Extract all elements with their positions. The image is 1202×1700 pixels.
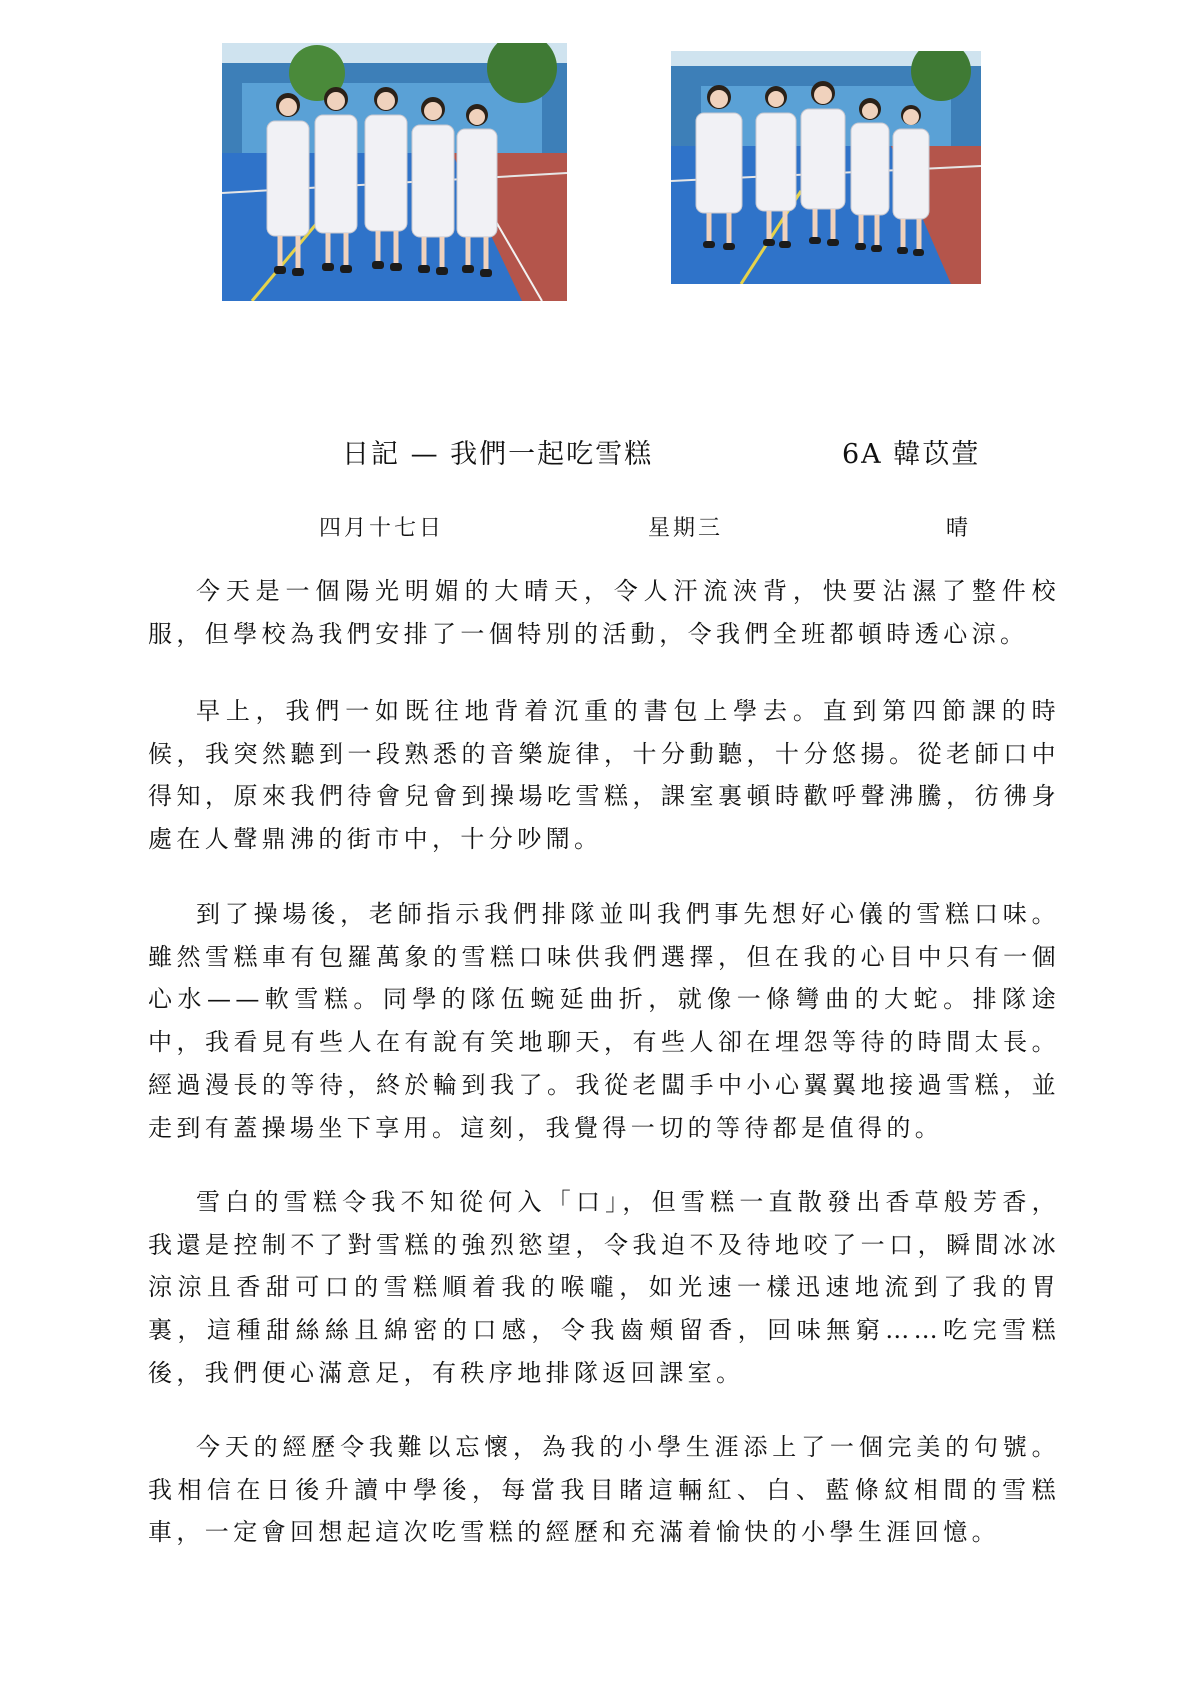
photo-2-image xyxy=(671,51,981,284)
author-name: 6A 韓苡萱 xyxy=(842,439,981,470)
paragraph: 雪白的雪糕令我不知從何入「口」，但雪糕一直散發出香草般芳香，我還是控制不了對雪糕的強烈慾望，令我迫不及待地咬了一口，瞬間冰冰涼涼且香甜可口的雪糕順着我的喉嚨，如光速一樣迅速地流到了我的胃裏，這種甜絲絲且綿密的口感，令我齒頰留香，回味無窮……吃完雪糕後，我們便心滿意足，有秩序地排隊返回課室。 xyxy=(148,1188,1060,1387)
photo-students-ice-cream-2 xyxy=(671,51,981,284)
paragraph: 今天的經歷令我難以忘懷，為我的小學生涯添上了一個完美的句號。我相信在日後升讀中學後，每當我目睹這輛紅、白、藍條紋相間的雪糕車，一定會回想起這次吃雪糕的經歷和充滿着愉快的小學生涯回憶。 xyxy=(148,1433,1060,1547)
paragraph: 到了操場後，老師指示我們排隊並叫我們事先想好心儀的雪糕口味。雖然雪糕車有包羅萬象的雪糕口味供我們選擇，但在我的心目中只有一個心水——軟雪糕。同學的隊伍蜿延曲折，就像一條彎曲的大蛇。排隊途中，我看見有些人在有說有笑地聊天，有些人卻在埋怨等待的時間太長。經過漫長的等待，終於輪到我了。我從老闆手中小心翼翼地接過雪糕，並走到有蓋操場坐下享用。這刻，我覺得一切的等待都是值得的。 xyxy=(148,900,1060,1142)
paragraph: 今天是一個陽光明媚的大晴天，令人汗流浹背，快要沾濕了整件校服，但學校為我們安排了一個特別的活動，令我們全班都頓時透心涼。 xyxy=(148,577,1060,648)
diary-date: 四月十七日 xyxy=(319,516,445,541)
photo-1-image xyxy=(222,43,567,301)
photo-students-ice-cream-1 xyxy=(222,43,567,301)
paragraph: 早上，我們一如既往地背着沉重的書包上學去。直到第四節課的時候，我突然聽到一段熟悉的音樂旋律，十分動聽，十分悠揚。從老師口中得知，原來我們待會兒會到操場吃雪糕，課室裏頓時歡呼聲沸騰，彷彿身處在人聲鼎沸的街市中，十分吵鬧。 xyxy=(148,697,1060,854)
diary-weekday: 星期三 xyxy=(648,516,724,541)
diary-title: 日記 — 我們一起吃雪糕 xyxy=(342,439,654,470)
diary-weather: 晴 xyxy=(946,516,972,541)
